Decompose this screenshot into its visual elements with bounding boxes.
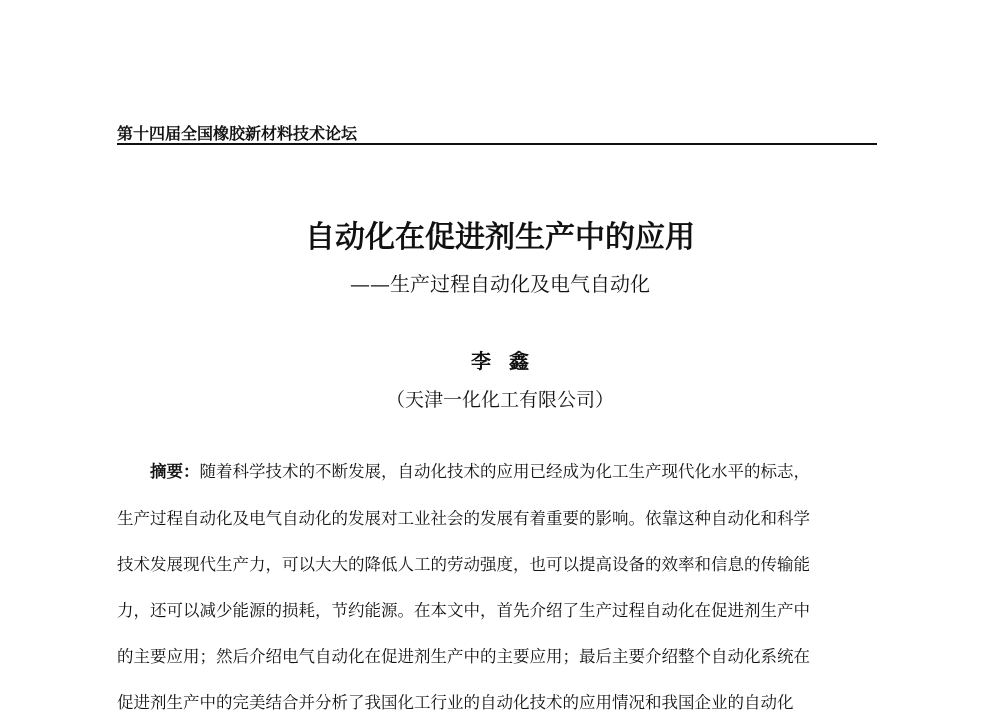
abstract-line-3: 技术发展现代生产力，可以大大的降低人工的劳动强度，也可以提高设备的效率和信息的传输能 [117, 555, 810, 574]
abstract-line-1 [150, 458, 920, 482]
abstract-text-1: 随着科学技术的不断发展，自动化技术的应用已经成为化工生产现代化水平的标志， [199, 462, 810, 481]
paper-title: 自动化在促进剂生产中的应用 [305, 220, 695, 255]
paper-subtitle: ——生产过程自动化及电气自动化 [350, 272, 650, 296]
running-header: 第十四届全国橡胶新材料技术论坛 [117, 124, 358, 143]
abstract-line-5: 的主要应用；然后介绍电气自动化在促进剂生产中的主要应用；最后主要介绍整个自动化系统在 [117, 647, 810, 666]
header-rule [117, 143, 877, 145]
abstract-line-4: 力，还可以减少能源的损耗，节约能源。在本文中，首先介绍了生产过程自动化在促进剂生产中 [117, 601, 810, 620]
abstract-label: 摘要： [150, 462, 200, 481]
abstract-line-2: 生产过程自动化及电气自动化的发展对工业社会的发展有着重要的影响。依靠这种自动化和科学 [117, 509, 810, 528]
author-affiliation: （天津一化化工有限公司） [385, 389, 614, 411]
abstract-line-6: 促进剂生产中的完美结合并分析了我国化工行业的自动化技术的应用情况和我国企业的自动化 [117, 693, 794, 712]
author-name: 李鑫 [471, 349, 547, 373]
